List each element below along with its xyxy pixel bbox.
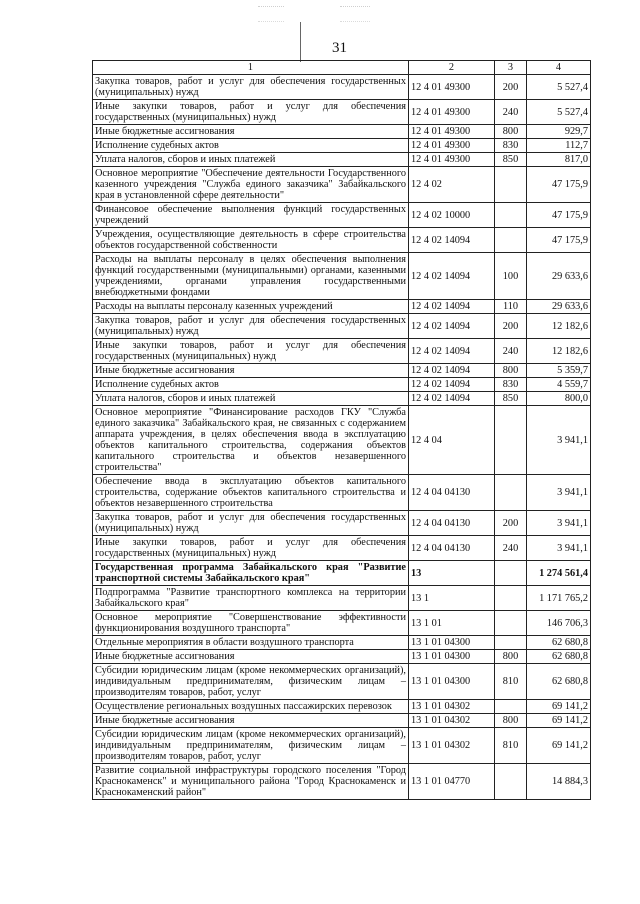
row-amount-cell: 929,7 bbox=[527, 125, 591, 139]
table-row bbox=[93, 364, 591, 378]
table-row bbox=[93, 636, 591, 650]
row-name-cell: Расходы на выплаты персоналу в целях обеспечения выполнения функций государственными (муниципальными) органами, казенными учреждениями, органами управления государственными внебюджетными фондами bbox=[93, 253, 409, 300]
table-row bbox=[93, 406, 591, 475]
row-amount-cell: 69 141,2 bbox=[527, 714, 591, 728]
row-code-cell: 12 4 04 04130 bbox=[409, 511, 495, 536]
row-amount-cell: 62 680,8 bbox=[527, 650, 591, 664]
row-code-cell: 12 4 02 10000 bbox=[409, 203, 495, 228]
binding-mark bbox=[300, 22, 301, 62]
row-amount-cell: 69 141,2 bbox=[527, 728, 591, 764]
row-amount-cell: 1 171 765,2 bbox=[527, 586, 591, 611]
row-code-cell: 13 1 01 04302 bbox=[409, 714, 495, 728]
row-code-cell: 12 4 04 bbox=[409, 406, 495, 475]
row-expense-type-cell: 850 bbox=[495, 153, 527, 167]
row-expense-type-cell bbox=[495, 700, 527, 714]
row-expense-type-cell bbox=[495, 586, 527, 611]
row-amount-cell: 62 680,8 bbox=[527, 664, 591, 700]
row-code-cell: 12 4 02 14094 bbox=[409, 392, 495, 406]
row-name-cell: Исполнение судебных актов bbox=[93, 139, 409, 153]
table-header-row bbox=[93, 61, 591, 75]
table-row bbox=[93, 714, 591, 728]
table-row bbox=[93, 300, 591, 314]
row-code-cell: 13 1 bbox=[409, 586, 495, 611]
row-name-cell: Иные бюджетные ассигнования bbox=[93, 364, 409, 378]
table-row bbox=[93, 611, 591, 636]
row-name-cell: Закупка товаров, работ и услуг для обеспечения государственных (муниципальных) нужд bbox=[93, 75, 409, 100]
row-expense-type-cell bbox=[495, 611, 527, 636]
row-code-cell: 12 4 02 14094 bbox=[409, 364, 495, 378]
row-name-cell: Исполнение судебных актов bbox=[93, 378, 409, 392]
row-expense-type-cell: 800 bbox=[495, 125, 527, 139]
row-expense-type-cell bbox=[495, 406, 527, 475]
row-expense-type-cell: 830 bbox=[495, 378, 527, 392]
table-row bbox=[93, 664, 591, 700]
budget-table bbox=[92, 60, 591, 800]
row-name-cell: Иные закупки товаров, работ и услуг для обеспечения государственных (муниципальных) нужд bbox=[93, 536, 409, 561]
row-code-cell: 12 4 01 49300 bbox=[409, 100, 495, 125]
row-amount-cell: 47 175,9 bbox=[527, 228, 591, 253]
row-name-cell: Развитие социальной инфраструктуры городского поселения "Город Краснокаменск" и муниципального района "Город Краснокаменск и Краснокаменский район" bbox=[93, 764, 409, 800]
row-amount-cell: 29 633,6 bbox=[527, 300, 591, 314]
scan-artifact bbox=[340, 6, 370, 22]
row-amount-cell: 3 941,1 bbox=[527, 406, 591, 475]
row-name-cell: Уплата налогов, сборов и иных платежей bbox=[93, 153, 409, 167]
row-amount-cell: 69 141,2 bbox=[527, 700, 591, 714]
table-row bbox=[93, 650, 591, 664]
row-name-cell: Отдельные мероприятия в области воздушного транспорта bbox=[93, 636, 409, 650]
row-expense-type-cell: 200 bbox=[495, 75, 527, 100]
row-name-cell: Расходы на выплаты персоналу казенных учреждений bbox=[93, 300, 409, 314]
row-code-cell: 13 bbox=[409, 561, 495, 586]
row-amount-cell: 5 527,4 bbox=[527, 75, 591, 100]
row-code-cell: 12 4 04 04130 bbox=[409, 536, 495, 561]
row-amount-cell: 12 182,6 bbox=[527, 314, 591, 339]
row-name-cell: Иные бюджетные ассигнования bbox=[93, 125, 409, 139]
table-row bbox=[93, 764, 591, 800]
row-code-cell: 13 1 01 04302 bbox=[409, 728, 495, 764]
row-name-cell: Иные бюджетные ассигнования bbox=[93, 650, 409, 664]
row-amount-cell: 47 175,9 bbox=[527, 167, 591, 203]
table-row bbox=[93, 75, 591, 100]
row-amount-cell: 62 680,8 bbox=[527, 636, 591, 650]
row-code-cell: 13 1 01 04302 bbox=[409, 700, 495, 714]
table-row bbox=[93, 314, 591, 339]
row-code-cell: 13 1 01 04300 bbox=[409, 650, 495, 664]
row-expense-type-cell: 810 bbox=[495, 728, 527, 764]
row-code-cell: 12 4 01 49300 bbox=[409, 125, 495, 139]
row-code-cell: 12 4 04 04130 bbox=[409, 475, 495, 511]
row-expense-type-cell: 200 bbox=[495, 511, 527, 536]
table-row bbox=[93, 475, 591, 511]
table-row bbox=[93, 167, 591, 203]
row-code-cell: 12 4 02 bbox=[409, 167, 495, 203]
row-expense-type-cell: 800 bbox=[495, 650, 527, 664]
row-expense-type-cell: 850 bbox=[495, 392, 527, 406]
row-name-cell: Субсидии юридическим лицам (кроме некоммерческих организаций), индивидуальным предпринимателям, физическим лицам – производителям товаров, работ, услуг bbox=[93, 664, 409, 700]
row-name-cell: Уплата налогов, сборов и иных платежей bbox=[93, 392, 409, 406]
row-amount-cell: 5 359,7 bbox=[527, 364, 591, 378]
row-amount-cell: 29 633,6 bbox=[527, 253, 591, 300]
row-amount-cell: 12 182,6 bbox=[527, 339, 591, 364]
row-name-cell: Учреждения, осуществляющие деятельность в сфере строительства объектов государственной собственности bbox=[93, 228, 409, 253]
row-expense-type-cell: 810 bbox=[495, 664, 527, 700]
row-expense-type-cell bbox=[495, 475, 527, 511]
table-row bbox=[93, 125, 591, 139]
row-code-cell: 12 4 01 49300 bbox=[409, 139, 495, 153]
row-expense-type-cell: 200 bbox=[495, 314, 527, 339]
row-amount-cell: 47 175,9 bbox=[527, 203, 591, 228]
header-expense-type: 3 bbox=[495, 61, 527, 75]
row-expense-type-cell: 110 bbox=[495, 300, 527, 314]
row-name-cell: Иные закупки товаров, работ и услуг для обеспечения государственных (муниципальных) нужд bbox=[93, 339, 409, 364]
row-name-cell: Основное мероприятие "Финансирование расходов ГКУ "Служба единого заказчика" Забайкальского края, не связанных с содержанием аппарата учреждения, в целях обеспечения ввода в эксплуатацию объектов капитального строительства, содержания объектов капитального строительства и объектов незавершенного строительства" bbox=[93, 406, 409, 475]
row-code-cell: 12 4 02 14094 bbox=[409, 253, 495, 300]
row-name-cell: Иные бюджетные ассигнования bbox=[93, 714, 409, 728]
row-amount-cell: 14 884,3 bbox=[527, 764, 591, 800]
row-code-cell: 12 4 01 49300 bbox=[409, 75, 495, 100]
row-amount-cell: 3 941,1 bbox=[527, 475, 591, 511]
row-amount-cell: 146 706,3 bbox=[527, 611, 591, 636]
row-code-cell: 12 4 02 14094 bbox=[409, 300, 495, 314]
table-row bbox=[93, 339, 591, 364]
table-row bbox=[93, 586, 591, 611]
table-row bbox=[93, 228, 591, 253]
row-expense-type-cell: 240 bbox=[495, 339, 527, 364]
row-expense-type-cell: 240 bbox=[495, 536, 527, 561]
row-name-cell: Субсидии юридическим лицам (кроме некоммерческих организаций), индивидуальным предпринимателям, физическим лицам – производителям товаров, работ, услуг bbox=[93, 728, 409, 764]
row-expense-type-cell bbox=[495, 764, 527, 800]
table-row bbox=[93, 511, 591, 536]
row-expense-type-cell bbox=[495, 203, 527, 228]
row-name-cell: Закупка товаров, работ и услуг для обеспечения государственных (муниципальных) нужд bbox=[93, 511, 409, 536]
row-code-cell: 13 1 01 04770 bbox=[409, 764, 495, 800]
header-code: 2 bbox=[409, 61, 495, 75]
row-code-cell: 13 1 01 bbox=[409, 611, 495, 636]
row-expense-type-cell bbox=[495, 636, 527, 650]
row-name-cell: Осуществление региональных воздушных пассажирских перевозок bbox=[93, 700, 409, 714]
row-name-cell: Обеспечение ввода в эксплуатацию объектов капитального строительства, содержание объектов капитального строительства и объектов незавершенного строительства bbox=[93, 475, 409, 511]
row-code-cell: 13 1 01 04300 bbox=[409, 664, 495, 700]
row-name-cell: Финансовое обеспечение выполнения функций государственных учреждений bbox=[93, 203, 409, 228]
row-code-cell: 12 4 01 49300 bbox=[409, 153, 495, 167]
row-name-cell: Иные закупки товаров, работ и услуг для обеспечения государственных (муниципальных) нужд bbox=[93, 100, 409, 125]
row-name-cell: Государственная программа Забайкальского края "Развитие транспортной системы Забайкальского края" bbox=[93, 561, 409, 586]
row-expense-type-cell: 830 bbox=[495, 139, 527, 153]
row-amount-cell: 4 559,7 bbox=[527, 378, 591, 392]
row-expense-type-cell bbox=[495, 167, 527, 203]
scan-artifact bbox=[258, 6, 284, 22]
header-name: 1 bbox=[93, 61, 409, 75]
table-row bbox=[93, 153, 591, 167]
page-number: 31 bbox=[332, 40, 347, 56]
row-code-cell: 12 4 02 14094 bbox=[409, 378, 495, 392]
row-code-cell: 12 4 02 14094 bbox=[409, 339, 495, 364]
table-row bbox=[93, 392, 591, 406]
table-row bbox=[93, 253, 591, 300]
row-amount-cell: 1 274 561,4 bbox=[527, 561, 591, 586]
row-name-cell: Закупка товаров, работ и услуг для обеспечения государственных (муниципальных) нужд bbox=[93, 314, 409, 339]
table-row bbox=[93, 100, 591, 125]
table-row bbox=[93, 536, 591, 561]
row-expense-type-cell bbox=[495, 561, 527, 586]
row-name-cell: Подпрограмма "Развитие транспортного комплекса на территории Забайкальского края" bbox=[93, 586, 409, 611]
row-expense-type-cell: 100 bbox=[495, 253, 527, 300]
table-row bbox=[93, 139, 591, 153]
row-amount-cell: 817,0 bbox=[527, 153, 591, 167]
row-expense-type-cell: 800 bbox=[495, 714, 527, 728]
row-code-cell: 13 1 01 04300 bbox=[409, 636, 495, 650]
row-amount-cell: 3 941,1 bbox=[527, 511, 591, 536]
row-name-cell: Основное мероприятие "Совершенствование эффективности функционирования воздушного транспорта" bbox=[93, 611, 409, 636]
table-row bbox=[93, 561, 591, 586]
row-expense-type-cell bbox=[495, 228, 527, 253]
header-amount: 4 bbox=[527, 61, 591, 75]
row-code-cell: 12 4 02 14094 bbox=[409, 314, 495, 339]
row-amount-cell: 5 527,4 bbox=[527, 100, 591, 125]
table-row bbox=[93, 203, 591, 228]
row-name-cell: Основное мероприятие "Обеспечение деятельности Государственного казенного учреждения "Служба единого заказчика" Забайкальского края в установленной сфере деятельности" bbox=[93, 167, 409, 203]
row-amount-cell: 3 941,1 bbox=[527, 536, 591, 561]
row-amount-cell: 800,0 bbox=[527, 392, 591, 406]
row-amount-cell: 112,7 bbox=[527, 139, 591, 153]
table-row bbox=[93, 378, 591, 392]
row-expense-type-cell: 240 bbox=[495, 100, 527, 125]
table-row bbox=[93, 700, 591, 714]
row-expense-type-cell: 800 bbox=[495, 364, 527, 378]
row-code-cell: 12 4 02 14094 bbox=[409, 228, 495, 253]
table-row bbox=[93, 728, 591, 764]
